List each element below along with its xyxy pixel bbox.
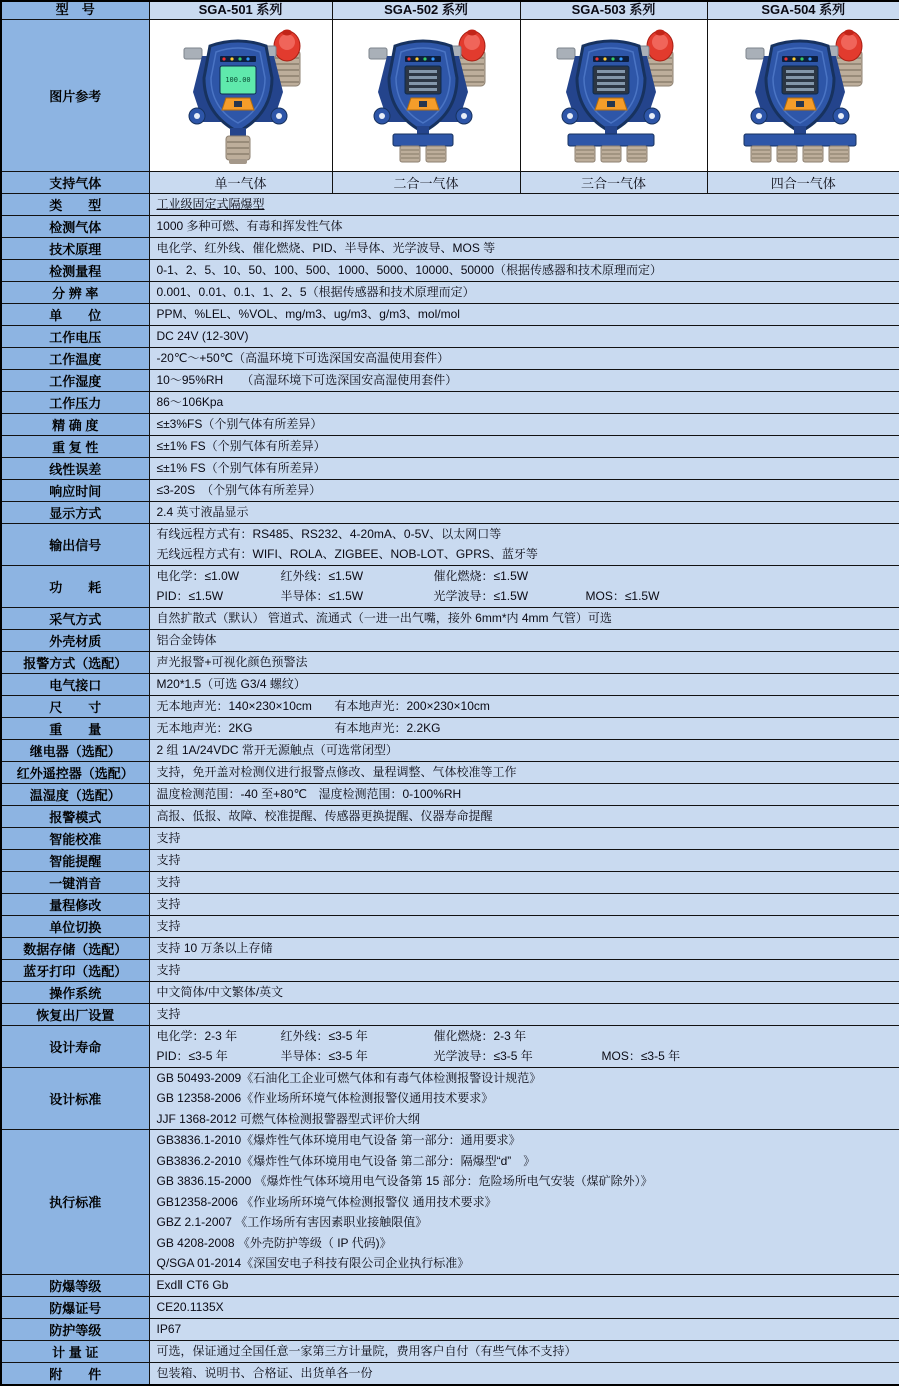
row-label-power: 功 耗 xyxy=(1,565,149,607)
spec-row-exec-std xyxy=(1,1130,899,1275)
spec-row-smart-cal xyxy=(1,827,899,849)
value-line xyxy=(157,1319,898,1340)
value-segment: ≤±1% FS（个别气体有所差异） xyxy=(156,438,326,453)
value-segment: 支持 xyxy=(156,830,181,845)
row-value-temp-humidity xyxy=(149,783,899,805)
row-label-electrical-port: 电气接口 xyxy=(1,673,149,695)
row-value-ex-rating xyxy=(149,1274,899,1296)
supported-gas-4: 四合一气体 xyxy=(707,171,899,193)
value-segment: M20*1.5（可选 G3/4 螺纹） xyxy=(156,676,306,691)
value-line xyxy=(157,1253,898,1274)
model-name-4: SGA-504 系列 xyxy=(707,1,899,19)
row-label-smart-cal: 智能校准 xyxy=(1,827,149,849)
row-value-alarm-mode xyxy=(149,805,899,827)
row-label-data-storage: 数据存储（选配） xyxy=(1,937,149,959)
spec-row-type xyxy=(1,193,899,215)
supported-gas-3: 三合一气体 xyxy=(520,171,707,193)
spec-row-temp-humidity xyxy=(1,783,899,805)
spec-row-factory-reset xyxy=(1,1003,899,1025)
value-segment: 86～106Kpa xyxy=(156,394,224,409)
spec-row-one-key-mute xyxy=(1,871,899,893)
spec-row-dimensions xyxy=(1,695,899,717)
row-value-accessories xyxy=(149,1362,899,1385)
value-line xyxy=(157,1004,898,1025)
row-label-ip-rating: 防护等级 xyxy=(1,1318,149,1340)
value-segment: PID：≤3-5 年 xyxy=(156,1049,228,1063)
value-segment: 电化学：≤1.0W xyxy=(156,568,240,583)
row-label-os: 操作系统 xyxy=(1,981,149,1003)
value-line xyxy=(157,850,898,871)
value-segment: GB3836.1-2010《爆炸性气体环境用电气设备 第一部分：通用要求》 xyxy=(156,1133,521,1147)
spec-row-voltage xyxy=(1,325,899,347)
row-label-factory-reset: 恢复出厂设置 xyxy=(1,1003,149,1025)
spec-row-linearity xyxy=(1,457,899,479)
value-line xyxy=(157,608,898,629)
row-value-type xyxy=(149,193,899,215)
value-segment: -20℃～+50℃（高温环境下可选深国安高温使用套件） xyxy=(156,350,450,365)
value-segment: 有线远程方式有：RS485、RS232、4-20mA、0-5V、以太网口等 xyxy=(156,526,502,541)
supported-gas-row xyxy=(1,171,899,193)
row-label-accuracy: 精 确 度 xyxy=(1,413,149,435)
row-label-accessories: 附 件 xyxy=(1,1362,149,1385)
value-segment: 有本地声光：2.2KG xyxy=(334,720,441,735)
value-line xyxy=(157,326,898,347)
value-line xyxy=(157,1233,898,1254)
value-line xyxy=(157,740,898,761)
value-segment: 半导体：≤1.5W xyxy=(280,589,364,603)
value-line xyxy=(157,630,898,651)
value-line xyxy=(157,392,898,413)
row-value-power xyxy=(149,565,899,607)
row-value-accuracy xyxy=(149,413,899,435)
value-line xyxy=(157,1297,898,1318)
value-line xyxy=(157,260,898,281)
value-line xyxy=(157,1046,898,1067)
value-line xyxy=(157,1068,898,1089)
row-value-data-storage xyxy=(149,937,899,959)
sga-502-dual-gas-detector xyxy=(332,19,520,171)
value-line xyxy=(157,1171,898,1192)
row-value-range-modify xyxy=(149,893,899,915)
row-label-response: 响应时间 xyxy=(1,479,149,501)
value-segment: 无本地声光：140×230×10cm xyxy=(156,698,312,713)
value-line xyxy=(157,828,898,849)
row-label-display: 显示方式 xyxy=(1,501,149,523)
row-value-lifetime xyxy=(149,1025,899,1067)
value-line xyxy=(157,586,898,607)
value-segment: PPM、%LEL、%VOL、mg/m3、ug/m3、g/m3、mol/mol xyxy=(156,306,460,321)
gas-detector-illustration xyxy=(341,20,511,166)
row-label-sampling: 采气方式 xyxy=(1,607,149,629)
value-segment: ≤3-20S （个别气体有所差异） xyxy=(156,482,322,497)
value-line xyxy=(157,544,898,565)
row-label-design-std: 设计标准 xyxy=(1,1067,149,1130)
spec-row-sampling xyxy=(1,607,899,629)
value-segment: 无本地声光：2KG xyxy=(156,720,253,735)
row-value-display xyxy=(149,501,899,523)
value-line xyxy=(157,216,898,237)
value-line xyxy=(157,348,898,369)
row-value-smart-remind xyxy=(149,849,899,871)
value-line xyxy=(157,1151,898,1172)
value-line xyxy=(157,1088,898,1109)
spec-row-lifetime xyxy=(1,1025,899,1067)
row-label-relay: 继电器（选配） xyxy=(1,739,149,761)
row-label-voltage: 工作电压 xyxy=(1,325,149,347)
value-line xyxy=(157,414,898,435)
row-value-gases xyxy=(149,215,899,237)
value-line xyxy=(157,1341,898,1362)
row-label-type: 类 型 xyxy=(1,193,149,215)
value-line xyxy=(157,436,898,457)
value-segment: 有本地声光：200×230×10cm xyxy=(334,698,490,713)
spec-row-range-modify xyxy=(1,893,899,915)
row-value-housing xyxy=(149,629,899,651)
supported-gas-1: 单一气体 xyxy=(149,171,332,193)
value-line xyxy=(157,784,898,805)
value-segment: Q/SGA 01-2014《深国安电子科技有限公司企业执行标准》 xyxy=(156,1256,470,1270)
row-label-gases: 检测气体 xyxy=(1,215,149,237)
value-line xyxy=(157,1026,898,1047)
value-segment: GB 3836.15-2000 《爆炸性气体环境用电气设备第 15 部分：危险场所电气安装（煤矿除外）》 xyxy=(156,1174,653,1188)
spec-row-weight xyxy=(1,717,899,739)
value-line xyxy=(157,1275,898,1296)
value-segment: 光学波导：≤1.5W xyxy=(433,589,529,603)
value-segment: 支持 xyxy=(156,1006,181,1021)
row-value-relay xyxy=(149,739,899,761)
spec-row-metrology xyxy=(1,1340,899,1362)
value-line xyxy=(157,458,898,479)
row-value-repeatability xyxy=(149,435,899,457)
spec-row-principle xyxy=(1,237,899,259)
row-label-unit-switch: 单位切换 xyxy=(1,915,149,937)
value-segment: GB 4208-2008 《外壳防护等级（ IP 代码)》 xyxy=(156,1235,392,1250)
value-segment: 高报、低报、故障、校准提醒、传感器更换提醒、仪器寿命提醒 xyxy=(156,808,493,823)
value-segment: JJF 1368-2012 可燃气体检测报警器型式评价大纲 xyxy=(156,1111,420,1126)
sga-503-triple-gas-detector xyxy=(520,19,707,171)
spec-row-bt-print xyxy=(1,959,899,981)
spec-row-data-storage xyxy=(1,937,899,959)
row-label-image: 图片参考 xyxy=(1,19,149,171)
svg-text:100.00: 100.00 xyxy=(224,75,251,84)
value-line xyxy=(157,1109,898,1130)
spec-row-ex-cert xyxy=(1,1296,899,1318)
value-line xyxy=(157,1212,898,1233)
value-line xyxy=(157,238,898,259)
row-value-electrical-port xyxy=(149,673,899,695)
value-line xyxy=(157,938,898,959)
sga-504-quad-gas-detector xyxy=(707,19,899,171)
row-label-dimensions: 尺 寸 xyxy=(1,695,149,717)
model-name-1: SGA-501 系列 xyxy=(149,1,332,19)
row-value-linearity xyxy=(149,457,899,479)
value-line xyxy=(157,916,898,937)
row-label-range: 检测量程 xyxy=(1,259,149,281)
value-segment: GB 50493-2009《石油化工企业可燃气体和有毒气体检测报警设计规范》 xyxy=(156,1070,542,1085)
value-segment: 10～95%RH （高湿环境下可选深国安高湿使用套件） xyxy=(156,372,458,387)
value-segment: 0.001、0.01、0.1、1、2、5（根据传感器和技术原理而定） xyxy=(156,284,475,299)
value-segment: 支持 xyxy=(156,852,181,867)
spec-row-electrical-port xyxy=(1,673,899,695)
row-value-voltage xyxy=(149,325,899,347)
spec-row-accuracy xyxy=(1,413,899,435)
row-value-alarm-method xyxy=(149,651,899,673)
spec-row-alarm-method xyxy=(1,651,899,673)
value-segment: IP67 xyxy=(156,1321,182,1336)
value-segment: 光学波导：≤3-5 年 xyxy=(433,1049,533,1063)
row-label-output: 输出信号 xyxy=(1,523,149,565)
row-label-alarm-mode: 报警模式 xyxy=(1,805,149,827)
row-label-linearity: 线性误差 xyxy=(1,457,149,479)
spec-row-response xyxy=(1,479,899,501)
value-segment: 铝合金铸体 xyxy=(156,632,217,647)
row-value-work-temp xyxy=(149,347,899,369)
row-label-temp-humidity: 温湿度（选配） xyxy=(1,783,149,805)
value-segment: 红外线：≤3-5 年 xyxy=(280,1028,368,1043)
row-value-os xyxy=(149,981,899,1003)
row-label-metrology: 计 量 证 xyxy=(1,1340,149,1362)
spec-row-ip-rating xyxy=(1,1318,899,1340)
spec-row-resolution xyxy=(1,281,899,303)
spec-row-accessories xyxy=(1,1362,899,1385)
row-label-ex-rating: 防爆等级 xyxy=(1,1274,149,1296)
value-line xyxy=(157,762,898,783)
row-label-work-humidity: 工作湿度 xyxy=(1,369,149,391)
value-segment: PID：≤1.5W xyxy=(156,589,224,603)
spec-row-unit-switch xyxy=(1,915,899,937)
row-value-unit xyxy=(149,303,899,325)
spec-row-alarm-mode xyxy=(1,805,899,827)
row-label-work-temp: 工作温度 xyxy=(1,347,149,369)
row-label-model: 型 号 xyxy=(1,1,149,19)
value-segment: GB 12358-2006《作业场所环境气体检测报警仪通用技术要求》 xyxy=(156,1091,494,1105)
value-segment: 催化燃烧：≤1.5W xyxy=(433,568,529,583)
value-segment: 支持 xyxy=(156,962,181,977)
row-label-bt-print: 蓝牙打印（选配） xyxy=(1,959,149,981)
spec-row-design-std xyxy=(1,1067,899,1130)
row-label-range-modify: 量程修改 xyxy=(1,893,149,915)
value-segment: 中文简体/中文繁体/英文 xyxy=(156,984,284,999)
gas-detector-illustration xyxy=(529,20,699,166)
spec-row-display xyxy=(1,501,899,523)
value-segment: 支持 xyxy=(156,918,181,933)
value-segment: GB3836.2-2010《爆炸性气体环境用电气设备 第二部分：隔爆型“d” 》 xyxy=(156,1153,536,1168)
value-line xyxy=(157,304,898,325)
row-value-bt-print xyxy=(149,959,899,981)
spec-row-ir-remote xyxy=(1,761,899,783)
row-value-metrology xyxy=(149,1340,899,1362)
row-label-ir-remote: 红外遥控器（选配） xyxy=(1,761,149,783)
value-segment: 电化学：2-3 年 xyxy=(156,1028,238,1043)
value-segment: 包装箱、说明书、合格证、出货单各一份 xyxy=(156,1365,373,1380)
value-segment: ≤±1% FS（个别气体有所差异） xyxy=(156,460,326,475)
row-label-one-key-mute: 一键消音 xyxy=(1,871,149,893)
value-segment: MOS：≤3-5 年 xyxy=(601,1049,681,1063)
row-value-one-key-mute xyxy=(149,871,899,893)
value-line xyxy=(157,194,898,215)
spec-row-relay xyxy=(1,739,899,761)
model-header-row xyxy=(1,1,899,19)
value-line xyxy=(157,872,898,893)
row-value-dimensions xyxy=(149,695,899,717)
row-label-weight: 重 量 xyxy=(1,717,149,739)
row-label-unit: 单 位 xyxy=(1,303,149,325)
value-segment: 支持 xyxy=(156,896,181,911)
row-value-range xyxy=(149,259,899,281)
value-line xyxy=(157,652,898,673)
value-segment: DC 24V (12-30V) xyxy=(156,328,249,343)
row-value-ip-rating xyxy=(149,1318,899,1340)
value-segment: 工业级固定式隔爆型 xyxy=(156,196,265,211)
row-value-resolution xyxy=(149,281,899,303)
row-label-smart-remind: 智能提醒 xyxy=(1,849,149,871)
row-value-factory-reset xyxy=(149,1003,899,1025)
value-segment: 0-1、2、5、10、50、100、500、1000、5000、10000、50000（根据传感器和技术原理而定） xyxy=(156,262,663,277)
spec-row-os xyxy=(1,981,899,1003)
row-label-pressure: 工作压力 xyxy=(1,391,149,413)
supported-gas-2: 二合一气体 xyxy=(332,171,520,193)
value-segment: 自然扩散式（默认） 管道式、流通式（一进一出气嘴，接外 6mm*内 4mm 气管）可选 xyxy=(156,610,612,625)
value-segment: 温度检测范围：-40 至+80℃ xyxy=(156,786,308,801)
row-label-repeatability: 重 复 性 xyxy=(1,435,149,457)
spec-row-smart-remind xyxy=(1,849,899,871)
value-segment: 可选，保证通过全国任意一家第三方计量院，费用客户自付（有些气体不支持） xyxy=(156,1343,577,1358)
row-value-ex-cert xyxy=(149,1296,899,1318)
spec-row-unit xyxy=(1,303,899,325)
value-segment: ExdⅡ CT6 Gb xyxy=(156,1277,229,1292)
spec-row-ex-rating xyxy=(1,1274,899,1296)
row-value-principle xyxy=(149,237,899,259)
row-value-sampling xyxy=(149,607,899,629)
value-line xyxy=(157,1192,898,1213)
value-line xyxy=(157,718,898,739)
value-segment: 催化燃烧：2-3 年 xyxy=(433,1028,527,1043)
value-segment: 2 组 1A/24VDC 常开无源触点（可选常闭型） xyxy=(156,742,398,757)
value-line xyxy=(157,502,898,523)
gas-detector-illustration xyxy=(156,20,326,166)
spec-row-output xyxy=(1,523,899,565)
row-label-resolution: 分 辨 率 xyxy=(1,281,149,303)
row-label-gas: 支持气体 xyxy=(1,171,149,193)
spec-row-range xyxy=(1,259,899,281)
value-segment: GBZ 2.1-2007 《工作场所有害因素职业接触限值》 xyxy=(156,1215,428,1229)
model-name-3: SGA-503 系列 xyxy=(520,1,707,19)
value-segment: 无线远程方式有：WIFI、ROLA、ZIGBEE、NOB-LOT、GPRS、蓝牙等 xyxy=(156,547,538,561)
value-line xyxy=(157,566,898,587)
spec-row-pressure xyxy=(1,391,899,413)
row-value-unit-switch xyxy=(149,915,899,937)
row-label-housing: 外壳材质 xyxy=(1,629,149,651)
value-segment: GB12358-2006 《作业场所环境气体检测报警仪 通用技术要求》 xyxy=(156,1194,497,1209)
value-segment: 半导体：≤3-5 年 xyxy=(280,1049,368,1063)
value-segment: 电化学、红外线、催化燃烧、PID、半导体、光学波导、MOS 等 xyxy=(156,240,496,255)
value-line xyxy=(157,524,898,545)
row-label-exec-std: 执行标准 xyxy=(1,1130,149,1275)
value-segment: 声光报警+可视化颜色预警法 xyxy=(156,654,308,669)
value-segment: 支持 xyxy=(156,874,181,889)
value-line xyxy=(157,1363,898,1384)
row-value-work-humidity xyxy=(149,369,899,391)
value-line xyxy=(157,960,898,981)
row-value-pressure xyxy=(149,391,899,413)
value-segment: 湿度检测范围：0-100%RH xyxy=(318,786,462,801)
image-row xyxy=(1,19,899,171)
row-value-weight xyxy=(149,717,899,739)
row-value-smart-cal xyxy=(149,827,899,849)
value-segment: 红外线：≤1.5W xyxy=(280,568,364,583)
spec-row-power xyxy=(1,565,899,607)
value-segment: ≤±3%FS（个别气体有所差异） xyxy=(156,416,323,431)
value-segment: 支持 10 万条以上存储 xyxy=(156,940,273,955)
row-value-ir-remote xyxy=(149,761,899,783)
value-line xyxy=(157,674,898,695)
sga-501-single-gas-detector xyxy=(149,19,332,171)
row-label-alarm-method: 报警方式（选配） xyxy=(1,651,149,673)
model-name-2: SGA-502 系列 xyxy=(332,1,520,19)
value-segment: 2.4 英寸液晶显示 xyxy=(156,504,249,519)
value-segment: 支持，免开盖对检测仪进行报警点修改、量程调整、气体校准等工作 xyxy=(156,764,517,779)
value-line xyxy=(157,696,898,717)
spec-row-repeatability xyxy=(1,435,899,457)
value-line xyxy=(157,982,898,1003)
value-segment: CE20.1135X xyxy=(156,1299,224,1314)
row-value-response xyxy=(149,479,899,501)
row-label-lifetime: 设计寿命 xyxy=(1,1025,149,1067)
value-line xyxy=(157,480,898,501)
gas-detector-illustration xyxy=(718,20,888,166)
value-line xyxy=(157,370,898,391)
row-value-design-std xyxy=(149,1067,899,1130)
row-label-principle: 技术原理 xyxy=(1,237,149,259)
spec-row-housing xyxy=(1,629,899,651)
row-label-ex-cert: 防爆证号 xyxy=(1,1296,149,1318)
spec-row-work-humidity xyxy=(1,369,899,391)
value-line xyxy=(157,806,898,827)
spec-row-work-temp xyxy=(1,347,899,369)
value-line xyxy=(157,282,898,303)
value-line xyxy=(157,1130,898,1151)
value-segment: MOS：≤1.5W xyxy=(585,589,660,603)
value-line xyxy=(157,894,898,915)
row-value-exec-std xyxy=(149,1130,899,1275)
spec-row-gases xyxy=(1,215,899,237)
value-segment: 1000 多种可燃、有毒和挥发性气体 xyxy=(156,218,343,233)
row-value-output xyxy=(149,523,899,565)
